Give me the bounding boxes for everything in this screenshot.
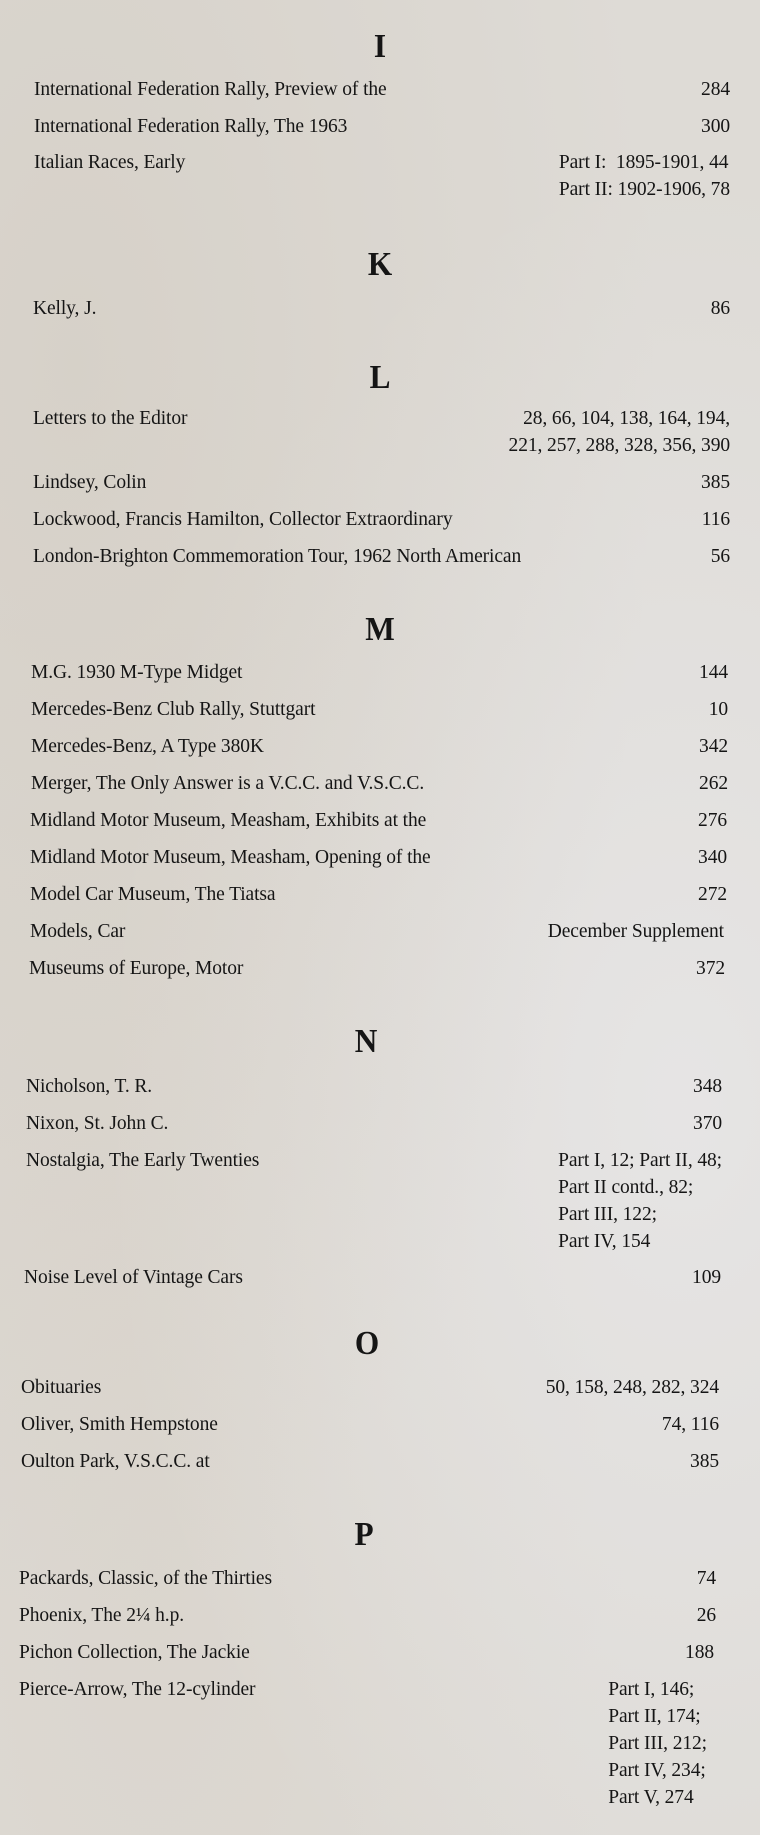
page-ref: 188: [685, 1642, 714, 1663]
index-entry: [19, 1602, 716, 1629]
entry-pages: [699, 659, 728, 686]
page-ref: 342: [699, 736, 728, 757]
index-entry: [21, 1411, 719, 1438]
entry-title: Models, Car: [30, 921, 126, 942]
entry-title: Obituaries: [21, 1377, 102, 1398]
index-entry: [33, 295, 730, 322]
entry-title: Midland Motor Museum, Measham, Exhibits at the: [30, 810, 427, 831]
page-ref: Part I, 12; Part II, 48;: [558, 1150, 722, 1171]
page-ref: 10: [708, 699, 728, 720]
page-ref: Part IV, 234;: [608, 1760, 706, 1781]
entry-pages: [685, 1639, 714, 1666]
entry-pages: [697, 1602, 716, 1629]
index-entry: [19, 1639, 714, 1666]
entry-pages: [548, 918, 724, 945]
entry-title: Nostalgia, The Early Twenties: [26, 1150, 260, 1171]
entry-title: Merger, The Only Answer is a V.C.C. and V.S.C.C.: [31, 773, 425, 794]
page-ref: Part III, 212;: [608, 1733, 707, 1754]
entry-title: Noise Level of Vintage Cars: [24, 1267, 243, 1288]
index-entry: [30, 807, 727, 834]
entry-title: Lindsey, Colin: [33, 472, 147, 493]
entry-title: Pierce-Arrow, The 12-cylinder: [19, 1679, 256, 1700]
index-entry: [26, 1147, 722, 1257]
section-heading-p: P: [354, 1516, 374, 1553]
index-entry: [34, 113, 730, 140]
entry-pages: [709, 696, 728, 723]
entry-pages: [711, 295, 730, 322]
index-entry: [31, 696, 728, 723]
entry-pages: [558, 1147, 722, 1255]
page-ref: 144: [699, 662, 728, 683]
entry-pages: [698, 807, 727, 834]
page-ref: Part IV, 154: [558, 1231, 651, 1252]
page-ref: Part II: 1902-1906, 78: [558, 179, 730, 200]
entry-title: Mercedes-Benz, A Type 380K: [31, 736, 264, 757]
entry-pages: [701, 113, 730, 140]
page-ref: Part I, 146;: [608, 1679, 695, 1700]
entry-title: Lockwood, Francis Hamilton, Collector Extraordinary: [33, 509, 453, 530]
entry-pages: [696, 955, 725, 982]
page-ref: 221, 257, 288, 328, 356, 390: [508, 435, 730, 456]
page-ref: December Supplement: [547, 921, 724, 942]
page-ref: 109: [692, 1267, 721, 1288]
index-entry: [33, 543, 730, 570]
entry-pages: [546, 1374, 719, 1401]
index-entry: [31, 770, 728, 797]
entry-pages: [698, 844, 727, 871]
section-heading-n: N: [354, 1023, 378, 1060]
index-entry: [21, 1374, 719, 1401]
page-ref: Part V, 274: [608, 1787, 694, 1808]
entry-pages: [702, 506, 730, 533]
page-ref: 74, 116: [661, 1414, 719, 1435]
page-ref: 56: [710, 546, 730, 567]
entry-pages: [697, 1565, 716, 1592]
entry-title: Model Car Museum, The Tiatsa: [30, 884, 276, 905]
entry-title: Italian Races, Early: [34, 152, 186, 173]
page-ref: 372: [696, 958, 725, 979]
page-ref: 272: [698, 884, 727, 905]
page-ref: 385: [690, 1451, 719, 1472]
entry-title: Museums of Europe, Motor: [29, 958, 244, 979]
page-ref: 262: [699, 773, 728, 794]
page-ref: 348: [693, 1076, 722, 1097]
page-ref: 116: [701, 509, 730, 530]
entry-title: Kelly, J.: [33, 298, 97, 319]
entry-title: Oulton Park, V.S.C.C. at: [21, 1451, 210, 1472]
entry-pages: [692, 1264, 721, 1291]
entry-pages: [509, 405, 730, 459]
index-entry: [34, 149, 730, 203]
entry-pages: [693, 1073, 722, 1100]
entry-pages: [711, 543, 730, 570]
page-ref: 300: [701, 116, 730, 137]
index-entry: [33, 506, 730, 533]
section-heading-m: M: [365, 611, 395, 648]
entry-pages: [701, 469, 730, 496]
index-entry: [30, 881, 727, 908]
index-entry: [29, 955, 725, 982]
entry-title: Mercedes-Benz Club Rally, Stuttgart: [31, 699, 316, 720]
index-entry: [24, 1264, 721, 1291]
section-heading-i: I: [373, 28, 387, 65]
page-ref: Part I: 1895-1901, 44: [558, 152, 729, 173]
entry-title: Nixon, St. John C.: [26, 1113, 169, 1134]
entry-pages: [701, 76, 730, 103]
entry-pages: [559, 149, 730, 203]
page-ref: Part III, 122;: [558, 1204, 657, 1225]
entry-title: Packards, Classic, of the Thirties: [19, 1568, 272, 1589]
index-entry: [33, 405, 730, 459]
index-entry: [31, 659, 728, 686]
page-ref: 385: [701, 472, 730, 493]
entry-title: International Federation Rally, Preview of the: [34, 79, 387, 100]
page-ref: 74: [696, 1568, 716, 1589]
index-entry: [21, 1448, 719, 1475]
entry-title: M.G. 1930 M-Type Midget: [31, 662, 243, 683]
entry-title: Nicholson, T. R.: [26, 1076, 153, 1097]
page-ref: Part II, 174;: [608, 1706, 701, 1727]
index-entry: [30, 844, 727, 871]
entry-title: Pichon Collection, The Jackie: [19, 1642, 250, 1663]
page-ref: 276: [698, 810, 727, 831]
page-ref: 340: [698, 847, 727, 868]
index-entry: [19, 1565, 716, 1592]
index-entry: [31, 733, 728, 760]
entry-pages: [699, 733, 728, 760]
entry-title: Midland Motor Museum, Measham, Opening of the: [30, 847, 431, 868]
page-ref: 26: [696, 1605, 716, 1626]
page-ref: 86: [710, 298, 730, 319]
index-entry: [26, 1110, 722, 1137]
index-entry: [19, 1676, 707, 1816]
page-ref: 370: [693, 1113, 722, 1134]
entry-title: Phoenix, The 2¼ h.p.: [19, 1605, 185, 1626]
page-ref: 28, 66, 104, 138, 164, 194,: [523, 408, 730, 429]
section-heading-l: L: [369, 359, 391, 396]
entry-pages: [662, 1411, 719, 1438]
page-ref: 284: [701, 79, 730, 100]
entry-title: Oliver, Smith Hempstone: [21, 1414, 218, 1435]
section-heading-o: O: [354, 1325, 380, 1362]
entry-title: Letters to the Editor: [33, 408, 188, 429]
entry-title: International Federation Rally, The 1963: [34, 116, 348, 137]
entry-title: London-Brighton Commemoration Tour, 1962 North American: [33, 546, 522, 567]
index-entry: [33, 469, 730, 496]
entry-pages: [608, 1676, 707, 1811]
index-entry: [26, 1073, 722, 1100]
section-heading-k: K: [367, 246, 393, 283]
page-ref: Part II contd., 82;: [558, 1177, 694, 1198]
entry-pages: [698, 881, 727, 908]
index-entry: [30, 918, 724, 945]
entry-pages: [693, 1110, 722, 1137]
page-ref: 50, 158, 248, 282, 324: [545, 1377, 719, 1398]
index-entry: [34, 76, 730, 103]
entry-pages: [690, 1448, 719, 1475]
entry-pages: [699, 770, 728, 797]
